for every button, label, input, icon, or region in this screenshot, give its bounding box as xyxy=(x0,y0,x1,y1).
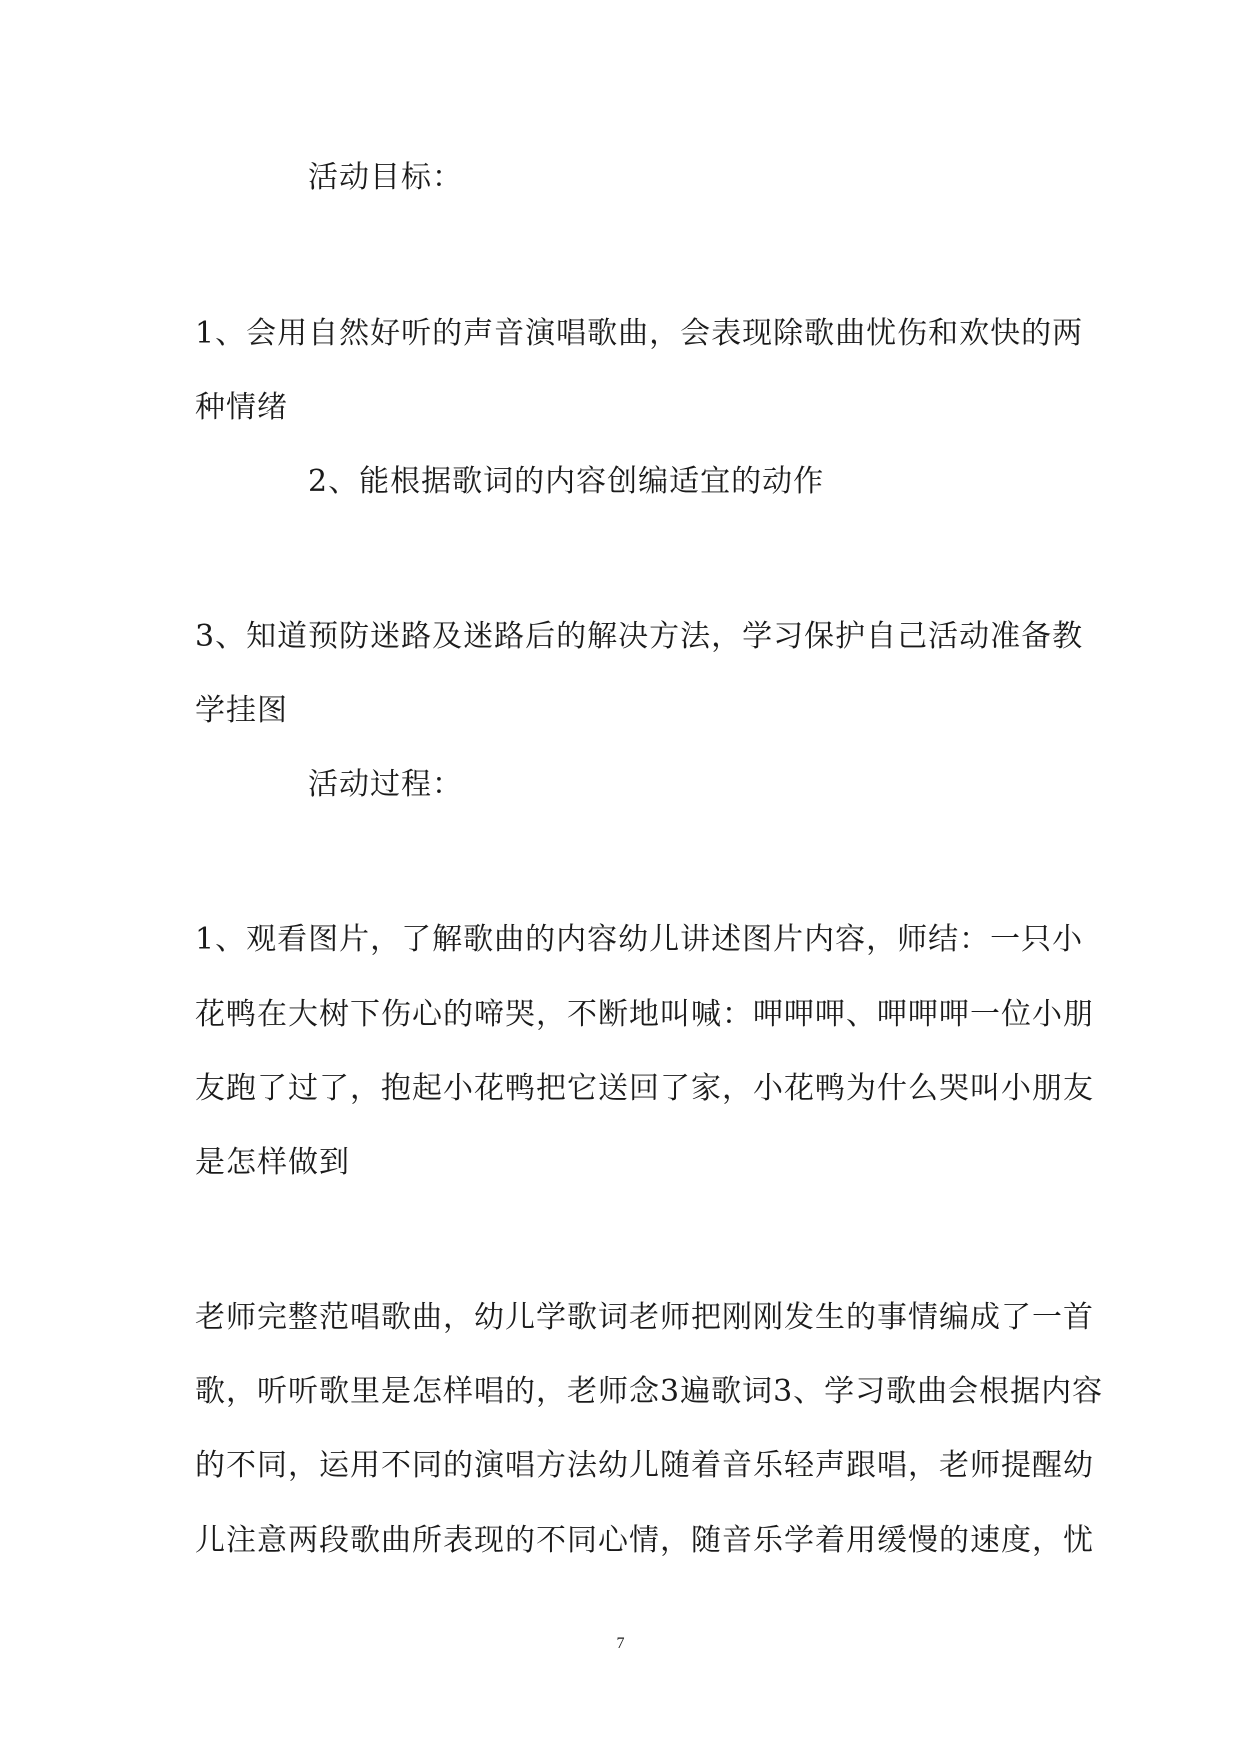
paragraph-2-line-4: 儿注意两段歌曲所表现的不同心情，随音乐学着用缓慢的速度，忧 xyxy=(195,1523,1094,1558)
paragraph-2-line-1: 老师完整范唱歌曲，幼儿学歌词老师把刚刚发生的事情编成了一首 xyxy=(195,1300,1094,1335)
goal-3-line-2: 学挂图 xyxy=(195,693,288,728)
step-1-line-4: 是怎样做到 xyxy=(195,1145,350,1180)
paragraph-2-line-3: 的不同，运用不同的演唱方法幼儿随着音乐轻声跟唱，老师提醒幼 xyxy=(195,1448,1094,1483)
goal-1-line-2: 种情绪 xyxy=(195,390,288,425)
step-1-line-3: 友跑了过了，抱起小花鸭把它送回了家，小花鸭为什么哭叫小朋友 xyxy=(195,1071,1094,1106)
step-1-line-2: 花鸭在大树下伤心的啼哭，不断地叫喊：呷呷呷、呷呷呷一位小朋 xyxy=(195,997,1094,1032)
goal-1-line-1: 1、会用自然好听的声音演唱歌曲，会表现除歌曲忧伤和欢快的两 xyxy=(195,316,1084,351)
goal-3-line-1: 3、知道预防迷路及迷路后的解决方法，学习保护自己活动准备教 xyxy=(195,619,1084,654)
heading-activity-goals: 活动目标： xyxy=(308,160,463,195)
paragraph-2-line-2: 歌，听听歌里是怎样唱的，老师念3遍歌词3、学习歌曲会根据内容 xyxy=(195,1374,1104,1409)
goal-2: 2、能根据歌词的内容创编适宜的动作 xyxy=(308,464,825,499)
step-1-line-1: 1、观看图片，了解歌曲的内容幼儿讲述图片内容，师结：一只小 xyxy=(195,922,1084,957)
page-number: 7 xyxy=(616,1635,625,1652)
heading-activity-process: 活动过程： xyxy=(308,767,463,802)
